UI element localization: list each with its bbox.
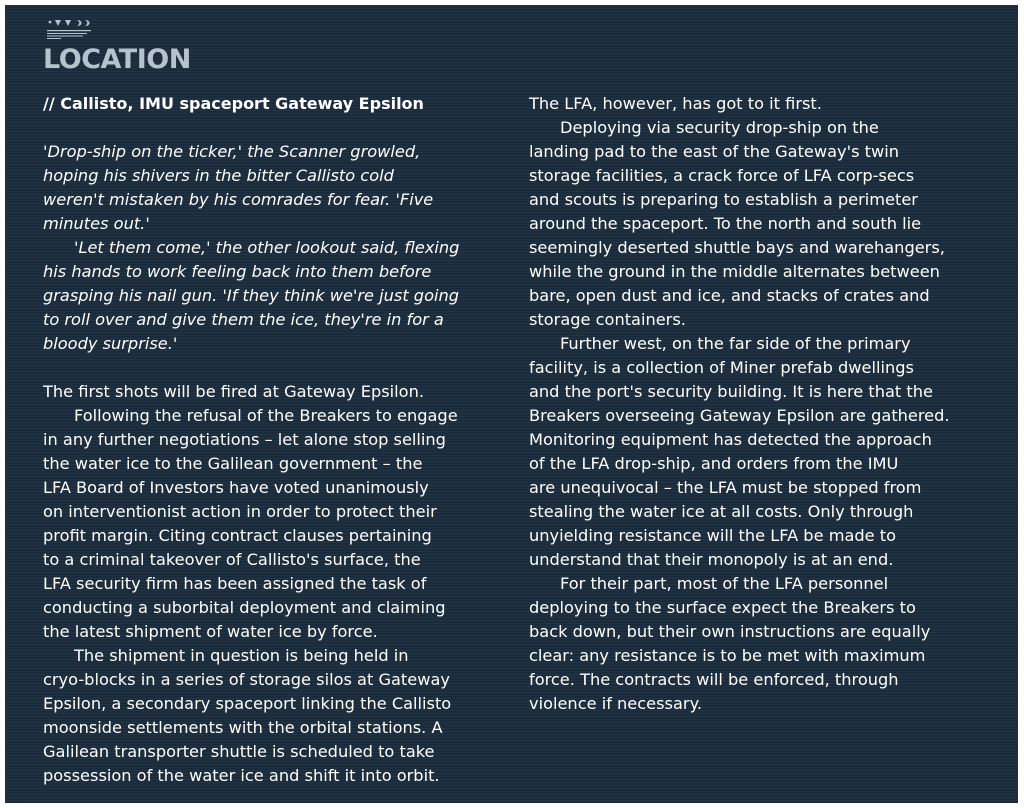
body-text-line: Deploying via security drop-ship on the xyxy=(560,118,879,137)
body-text-line: storage containers. xyxy=(529,310,686,329)
body-text-line: unyielding resistance will the LFA be made to xyxy=(529,526,897,545)
body-text-line: Monitoring equipment has detected the approach xyxy=(529,430,932,449)
fiction-quote-line: his hands to work feeling back into them before xyxy=(43,262,432,281)
section-heading: LOCATION xyxy=(43,44,191,75)
fiction-quote-line: hoping his shivers in the bitter Callisto cold xyxy=(43,166,394,185)
fiction-quote-line: minutes out.' xyxy=(43,214,150,233)
body-text-line: while the ground in the middle alternates between xyxy=(529,262,940,281)
fiction-quote-line: grasping his nail gun. 'If they think we're just going xyxy=(43,286,460,305)
body-text-line: on interventionist action in order to protect their xyxy=(43,502,437,521)
faction-logo-icon xyxy=(47,19,107,45)
body-text-line: The first shots will be fired at Gateway Epsilon. xyxy=(43,382,424,401)
fiction-quote-line: 'Let them come,' the other lookout said, flexing xyxy=(74,238,460,257)
body-text-line: Epsilon, a secondary spaceport linking the Callisto xyxy=(43,694,452,713)
fiction-quote-line: 'Drop-ship on the ticker,' the Scanner growled, xyxy=(43,142,421,161)
body-text-line: possession of the water ice and shift it into orbit. xyxy=(43,766,440,785)
body-text-line: storage facilities, a crack force of LFA corp-secs xyxy=(529,166,915,185)
body-text-line: around the spaceport. To the north and south lie xyxy=(529,214,922,233)
body-text-line: force. The contracts will be enforced, through xyxy=(529,670,899,689)
body-text-line: are unequivocal – the LFA must be stopped from xyxy=(529,478,922,497)
fiction-quote-line: to roll over and give them the ice, they're in for a xyxy=(43,310,444,329)
body-text-line: moonside settlements with the orbital stations. A xyxy=(43,718,443,737)
body-text-line: clear: any resistance is to be met with maximum xyxy=(529,646,926,665)
body-text-line: Galilean transporter shuttle is scheduled to take xyxy=(43,742,435,761)
left-column xyxy=(43,92,505,788)
body-text-line: Following the refusal of the Breakers to engage xyxy=(74,406,458,425)
body-text-line: LFA security firm has been assigned the task of xyxy=(43,574,427,593)
body-text-line: back down, but their own instructions are equally xyxy=(529,622,931,641)
body-text-line: Breakers overseeing Gateway Epsilon are gathered. xyxy=(529,406,950,425)
body-text-line: landing pad to the east of the Gateway's twin xyxy=(529,142,899,161)
location-subheading: // Callisto, IMU spaceport Gateway Epsilon xyxy=(43,94,424,113)
body-text-line: and scouts is preparing to establish a perimeter xyxy=(529,190,918,209)
body-text-line: seemingly deserted shuttle bays and warehangers, xyxy=(529,238,945,257)
body-text-line: to a criminal takeover of Callisto's surface, the xyxy=(43,550,421,569)
body-text-line: The shipment in question is being held in xyxy=(74,646,409,665)
paragraph-spacer xyxy=(43,116,505,140)
body-text-line: understand that their monopoly is at an end. xyxy=(529,550,894,569)
paragraph-spacer xyxy=(43,356,505,380)
body-text-line: cryo-blocks in a series of storage silos at Gateway xyxy=(43,670,450,689)
body-text-line: LFA Board of Investors have voted unanimously xyxy=(43,478,429,497)
body-text-line: in any further negotiations – let alone stop selling xyxy=(43,430,446,449)
body-text-line: stealing the water ice at all costs. Only through xyxy=(529,502,914,521)
body-text-line: the water ice to the Galilean government – the xyxy=(43,454,423,473)
body-text-line: and the port's security building. It is here that the xyxy=(529,382,933,401)
body-text-line: The LFA, however, has got to it first. xyxy=(529,94,822,113)
body-text-line: For their part, most of the LFA personnel xyxy=(560,574,889,593)
body-text-line: Further west, on the far side of the primary xyxy=(560,334,911,353)
body-text-line: of the LFA drop-ship, and orders from the IMU xyxy=(529,454,899,473)
body-text-line: violence if necessary. xyxy=(529,694,702,713)
body-text-line: bare, open dust and ice, and stacks of crates and xyxy=(529,286,930,305)
body-text-line: deploying to the surface expect the Breakers to xyxy=(529,598,916,617)
right-column xyxy=(529,92,999,716)
fiction-quote-line: bloody surprise.' xyxy=(43,334,178,353)
body-text-line: profit margin. Citing contract clauses pertaining xyxy=(43,526,432,545)
body-text-line: conducting a suborbital deployment and claiming xyxy=(43,598,446,617)
body-text-line: the latest shipment of water ice by force. xyxy=(43,622,378,641)
body-text-line: facility, is a collection of Miner prefab dwellings xyxy=(529,358,914,377)
page-panel xyxy=(5,5,1018,803)
fiction-quote-line: weren't mistaken by his comrades for fear. 'Five xyxy=(43,190,434,209)
